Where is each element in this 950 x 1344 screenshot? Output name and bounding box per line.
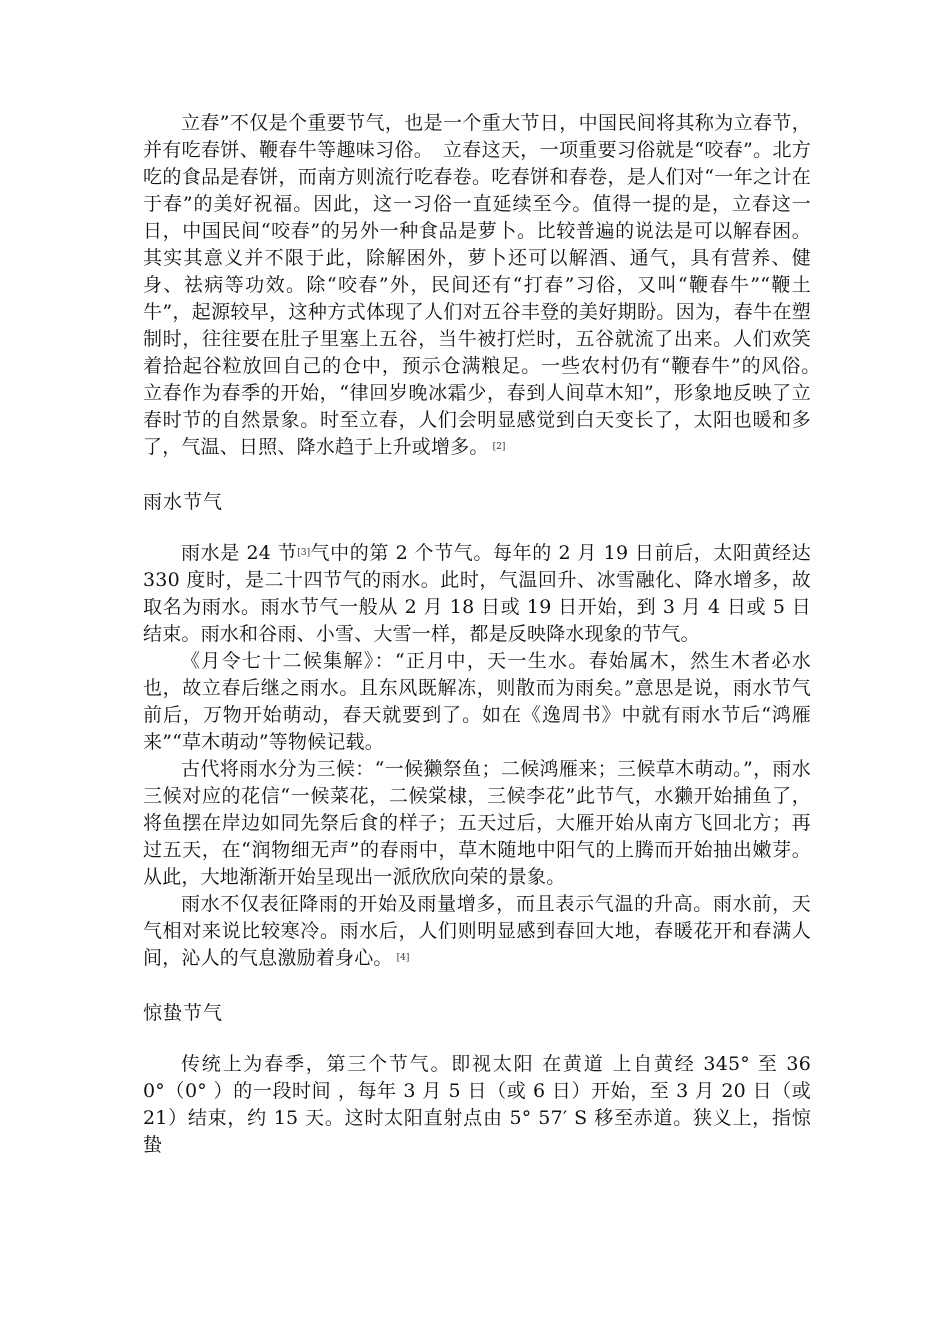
citation-ref-2[interactable]: [2] (492, 442, 506, 452)
spacer (143, 972, 811, 1000)
yushui-paragraph-3: 古代将雨水分为三候：“一候獭祭鱼；二候鸿雁来；三候草木萌动。”，雨水三候对应的花信“一候菜花，二候棠棣，三候李花”此节气，水獭开始捕鱼了，将鱼摆在岸边如同先祭后食的样子；五天过后，大雁开始从南方飞回北方；再过五天，在“润物细无声”的春雨中，草木随地中阳气的上腾而开始抽出嫩芽。从此，大地渐渐开始呈现出一派欣欣向荣的景象。 (143, 758, 811, 888)
document-page (143, 110, 831, 1159)
lichun-text: 立春”不仅是个重要节气，也是一个重大节日，中国民间将其称为立春节，并有吃春饼、鞭春牛等趣味习俗。 立春这天，一项重要习俗就是“咬春”。北方吃的食品是春饼，而南方则流行吃春卷。吃春饼和春卷，是人们对“一年之计在于春”的美好祝福。因此，这一习俗一直延续至今。值得一提的是，立春这一日，中国民间“咬春”的另外一种食品是萝卜。比较普遍的说法是可以解春困。其实其意义并不限于此，除解困外，萝卜还可以解酒、通气，具有营养、健身、祛病等功效。除“咬春”外，民间还有“打春”习俗，又叫“鞭春牛”“鞭土牛”，起源较早，这种方式体现了人们对五谷丰登的美好期盼。因为，春牛在塑制时，往往要在肚子里塞上五谷，当牛被打烂时，五谷就流了出来。人们欢笑着拾起谷粒放回自己的仓中，预示仓满粮足。一些农村仍有“鞭春牛”的风俗。 立春作为春季的开始，“律回岁晚冰霜少，春到人间草木知”，形象地反映了立春时节的自然景象。时至立春，人们会明显感觉到白天变长了，太阳也暖和多了，气温、日照、降水趋于上升或增多。 (143, 112, 831, 458)
spacer (143, 516, 811, 540)
yushui-text-1a: 雨水是 24 节 (181, 542, 298, 564)
spacer (143, 461, 811, 489)
yushui-paragraph-1 (143, 540, 811, 648)
section-heading-jingzhe: 惊蛰节气 (143, 1002, 224, 1024)
jingzhe-paragraph-1: 传统上为春季，第三个节气。即视太阳 在黄道 上自黄经 345° 至 360°（0° ）的一段时间 ，每年 3 月 5 日（或 6 日）开始，至 3 月 20 日（或 21）结束，约 15 天。这时太阳直射点由 5° 57′ S 移至赤道。狭义上，指惊蛰 (143, 1053, 811, 1156)
lichun-paragraph (143, 110, 831, 461)
yushui-text-4: 雨水不仅表征降雨的开始及雨量增多，而且表示气温的升高。雨水前，天气相对来说比较寒冷。雨水后，人们则明显感到春回大地，春暖花开和春满人间，沁人的气息激励着身心。 (143, 893, 811, 969)
section-heading-yushui: 雨水节气 (143, 491, 224, 513)
citation-ref-4[interactable]: [4] (396, 953, 410, 963)
yushui-paragraph-2: 《月令七十二候集解》：“正月中，天一生水。春始属木，然生木者必水也，故立春后继之雨水。且东风既解冻，则散而为雨矣。”意思是说，雨水节气前后，万物开始萌动，春天就要到了。如在《逸周书》中就有雨水节后“鸿雁来”“草木萌动”等物候记载。 (143, 650, 811, 753)
citation-ref-3[interactable]: [3] (297, 548, 311, 558)
yushui-text-1b: 气中的第 2 个节气。每年的 2 月 19 日前后，太阳黄经达 330 度时，是二十四节气的雨水。此时，气温回升、冰雪融化、降水增多，故取名为雨水。雨水节气一般从 2 月 18 日或 19 日开始，到 3 月 4 日或 5 日结束。雨水和谷雨、小雪、大雪一样，都是反映降水现象的节气。 (143, 542, 811, 645)
yushui-paragraph-4 (143, 891, 811, 972)
spacer (143, 1027, 811, 1051)
